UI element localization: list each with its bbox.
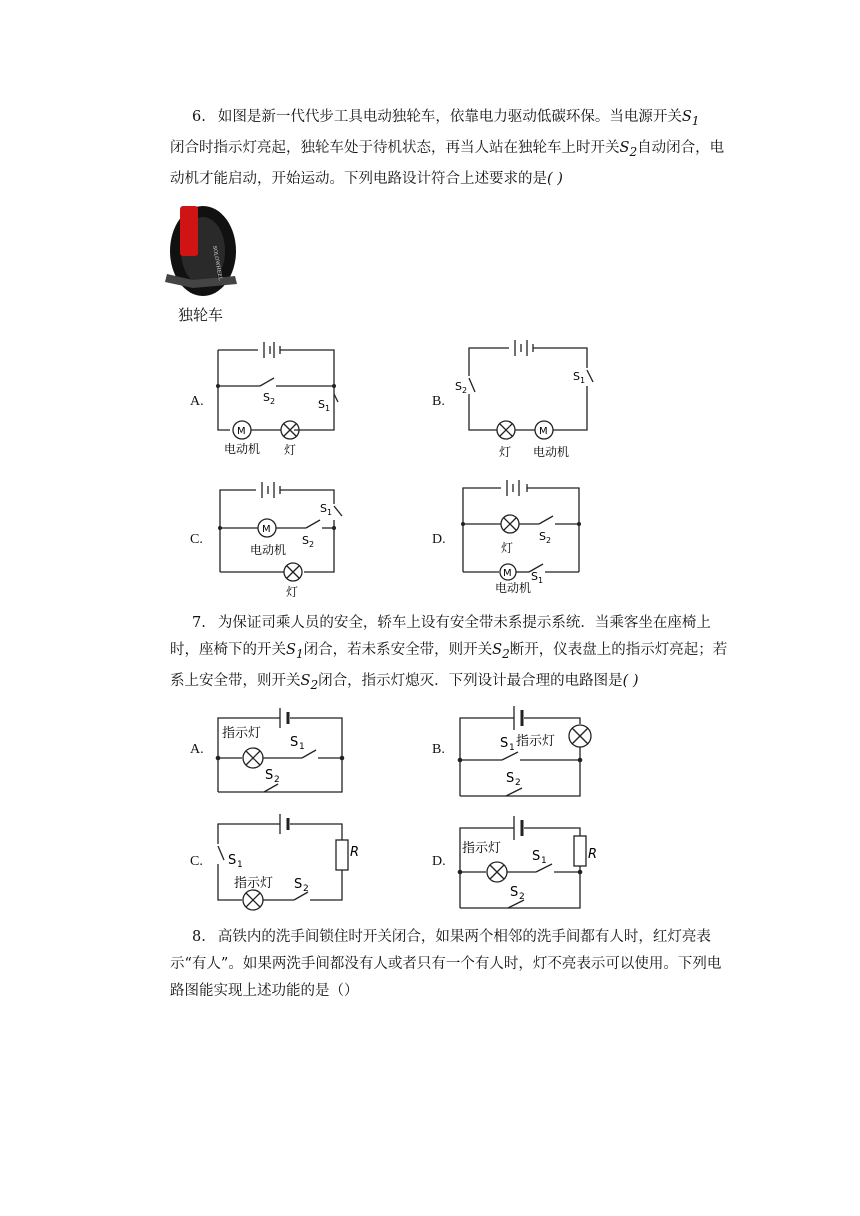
svg-text:S: S xyxy=(510,885,519,900)
q7-option-a-label: A. xyxy=(190,742,204,757)
svg-text:M: M xyxy=(503,568,512,579)
svg-text:1: 1 xyxy=(541,856,547,866)
resistor-symbol xyxy=(574,836,586,866)
svg-text:1: 1 xyxy=(509,743,515,753)
motor-letter: M xyxy=(237,426,246,437)
svg-text:M: M xyxy=(539,426,548,437)
q8-line-2: 示“有人”。如果两洗手间都没有人或者只有一个有人时，灯不亮表示可以使用。下列电 xyxy=(170,956,722,972)
svg-text:2: 2 xyxy=(546,536,552,545)
lamp-label: 灯 xyxy=(284,443,297,457)
svg-text:电动机: 电动机 xyxy=(495,581,532,595)
svg-text:1: 1 xyxy=(327,508,333,517)
svg-text:1: 1 xyxy=(325,404,331,413)
q7-option-d-label: D. xyxy=(432,854,446,869)
unicycle-image xyxy=(163,196,243,306)
q6-option-d-label: D. xyxy=(432,532,446,547)
svg-text:电动机: 电动机 xyxy=(533,445,570,459)
svg-text:指示灯: 指示灯 xyxy=(234,876,274,891)
svg-text:灯: 灯 xyxy=(499,445,512,459)
q8-line-3: 路图能实现上述功能的是（） xyxy=(170,983,359,999)
svg-text:2: 2 xyxy=(274,775,280,785)
svg-text:1: 1 xyxy=(299,742,305,752)
q6-option-b-label: B. xyxy=(432,394,445,409)
svg-text:2: 2 xyxy=(309,540,315,549)
q7-circuit-d xyxy=(452,810,597,920)
svg-text:M: M xyxy=(262,524,271,535)
svg-text:2: 2 xyxy=(462,386,468,395)
unicycle-caption: 独轮车 xyxy=(178,306,224,324)
svg-text:S: S xyxy=(506,771,515,786)
q6-option-c-label: C. xyxy=(190,532,203,547)
svg-text:2: 2 xyxy=(270,397,276,406)
q7-line-1: 7. 为保证司乘人员的安全，轿车上设有安全带未系提示系统．当乘客坐在座椅上 xyxy=(192,615,711,631)
svg-text:S: S xyxy=(228,853,237,868)
svg-text:灯: 灯 xyxy=(286,585,299,599)
svg-text:2: 2 xyxy=(519,892,525,902)
q6-circuit-a xyxy=(210,338,350,464)
q8-line-1: 8. 高铁内的洗手间锁住时开关闭合，如果两个相邻的洗手间都有人时，红灯亮表 xyxy=(192,929,711,945)
svg-text:S: S xyxy=(290,735,299,750)
q6-line-2: 闭合时指示灯亮起，独轮车处于待机状态，再当人站在独轮车上时开关$S_2$自动闭合，电 xyxy=(170,139,725,159)
svg-text:S: S xyxy=(573,370,580,383)
svg-text:指示灯: 指示灯 xyxy=(222,726,262,741)
question-7 xyxy=(170,610,730,699)
svg-text:S: S xyxy=(539,530,546,543)
wheel-brand-text: SOLOWHEEL xyxy=(211,245,224,281)
wheel-handle xyxy=(180,206,198,256)
motor-label: 电动机 xyxy=(224,442,261,456)
svg-text:灯: 灯 xyxy=(501,541,514,555)
q6-circuit-b xyxy=(455,340,595,464)
svg-text:2: 2 xyxy=(515,778,521,788)
svg-text:S: S xyxy=(302,534,309,547)
q6-line-3: 动机才能启动，开始运动。下列电路设计符合上述要求的是( ) xyxy=(170,170,563,187)
q6-option-a-label: A. xyxy=(190,394,204,409)
svg-text:S: S xyxy=(531,570,538,583)
q7-line-3: 系上安全带，则开关$S_2$闭合，指示灯熄灭．下列设计最合理的电路图是( ) xyxy=(170,672,639,692)
svg-text:电动机: 电动机 xyxy=(250,543,287,557)
svg-text:指示灯: 指示灯 xyxy=(462,841,502,856)
svg-text:1: 1 xyxy=(538,576,544,585)
resistor-label: R xyxy=(350,845,360,860)
q7-circuit-b xyxy=(452,700,592,800)
q7-option-b-label: B. xyxy=(432,742,445,757)
q6-line-1: 6. 如图是新一代代步工具电动独轮车，依靠电力驱动低碳环保。当电源开关$S_1$ xyxy=(192,109,700,128)
svg-text:S: S xyxy=(320,502,327,515)
resistor-symbol xyxy=(336,840,348,870)
svg-text:S: S xyxy=(532,849,541,864)
question-6 xyxy=(170,104,730,193)
svg-text:R: R xyxy=(588,847,598,862)
q7-option-c-label: C. xyxy=(190,854,203,869)
svg-text:S: S xyxy=(318,398,325,411)
q7-circuit-a xyxy=(210,700,350,800)
svg-text:1: 1 xyxy=(580,376,586,385)
svg-text:1: 1 xyxy=(237,860,243,870)
svg-text:2: 2 xyxy=(303,884,309,894)
svg-text:S: S xyxy=(455,380,462,393)
svg-text:S: S xyxy=(294,877,303,892)
q6-circuit-c xyxy=(210,476,355,602)
svg-text:S: S xyxy=(500,736,509,751)
svg-text:S: S xyxy=(265,768,274,783)
q7-line-2: 时，座椅下的开关$S_1$闭合，若未系安全带，则开关$S_2$断开，仪表盘上的指示灯亮起；若 xyxy=(170,642,728,661)
question-8 xyxy=(170,924,730,1005)
svg-text:S: S xyxy=(263,391,270,404)
q6-circuit-d xyxy=(455,476,595,602)
svg-text:指示灯: 指示灯 xyxy=(516,734,556,749)
q7-circuit-c xyxy=(210,810,360,920)
